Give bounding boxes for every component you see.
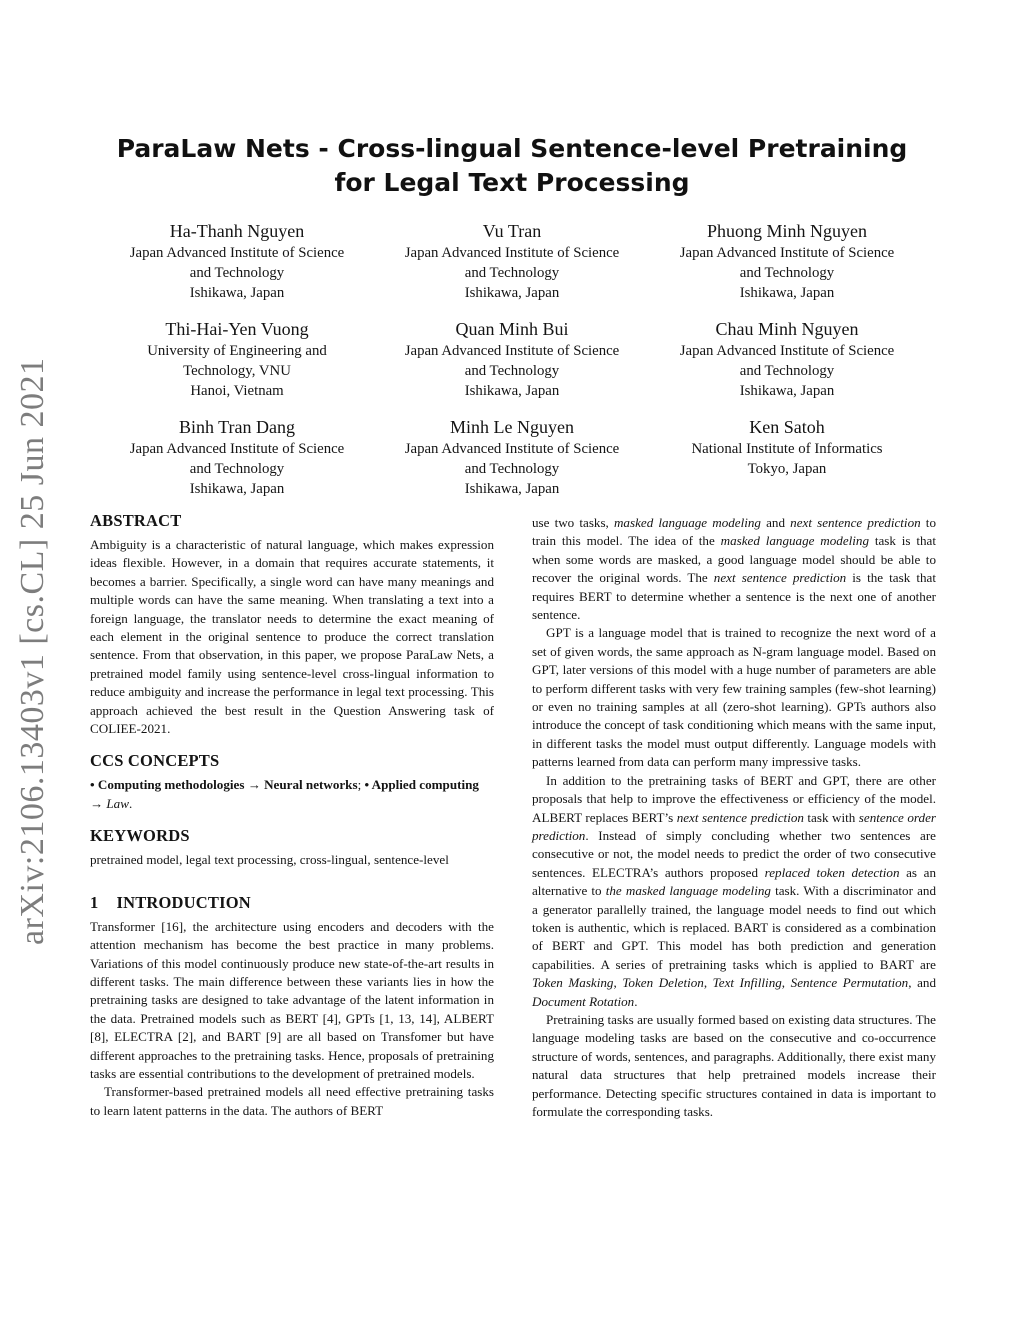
text-run: In addition to the pretraining tasks of BERT and GPT, there are other proposals that help to improve the effectiveness or efficiency of the model. ALBERT replaces BERT’s [532, 772, 936, 825]
right-paragraph-3 [532, 772, 936, 1011]
author-affiliation: Japan Advanced Institute of Science [129, 441, 345, 457]
author-affiliation: Japan Advanced Institute of Science [404, 245, 620, 261]
right-paragraph-2: GPT is a language model that is trained to recognize the next word of a set of given words, the same approach as N-gram language model. Based on GPT, later versions of this model with a huge number of parameters are able to perform different tasks with very few training samples (few-shot learning) or even no training samples at all (zero-shot learning). GPTs authors also introduce the concept of task conditioning which means with the same input, in different tasks the model must output differently. Language models with patterns learned from data can perform many impressive tasks. [532, 625, 936, 770]
text-run: use two tasks, [532, 515, 614, 530]
right-paragraph-1 [532, 514, 936, 624]
author-affiliation: and Technology [464, 461, 560, 477]
italic-term: Document Rotation [532, 993, 635, 1009]
author-affiliation: Japan Advanced Institute of Science [404, 343, 620, 359]
author-affiliation: and Technology [464, 363, 560, 379]
ccs-concepts [90, 776, 494, 813]
italic-term: masked language modeling [613, 515, 761, 530]
italic-term: Sentence Permutation [790, 975, 909, 991]
author-affiliation: Japan Advanced Institute of Science [404, 441, 620, 457]
author-block [102, 317, 372, 401]
text-run: and [760, 515, 791, 530]
text-run: task with [803, 809, 859, 825]
author-block [652, 219, 922, 303]
author-block [652, 317, 922, 401]
text-run: , [781, 975, 791, 991]
left-column [90, 510, 494, 1120]
author-block [377, 415, 647, 499]
author-block [377, 317, 647, 401]
author-name: Minh Le Nguyen [450, 417, 574, 437]
author-location: Ishikawa, Japan [464, 285, 560, 301]
author-name: Ha-Thanh Nguyen [169, 221, 305, 241]
italic-term: next sentence prediction [713, 570, 847, 586]
text-run: , [703, 975, 713, 991]
author-affiliation: and Technology [189, 461, 285, 477]
author-name: Quan Minh Bui [455, 319, 569, 339]
author-location: Ishikawa, Japan [464, 383, 560, 399]
keywords-heading: KEYWORDS [90, 826, 190, 846]
author-affiliation: and Technology [464, 265, 560, 281]
intro-paragraph-1: Transformer [16], the architecture using encoders and decoders with the attention mechanism has become the best practice in many problems. Variations of this model continuously produce new state-of-the-art results in different tasks. The main difference between these variants lies in how the pretraining tasks are designed to take advantage of the latent information in the data. Pretrained models such as BERT [4], GPTs [1, 13, 14], ALBERT [8], ELECTRA [2], and BART [9] are all based on Transfomer but have different approaches to the pretraining tasks. Hence, proposals of pretraining tasks are essential contributions to the development of pretrained models. [90, 918, 494, 1081]
ccs-arrow-1: → [244, 777, 265, 793]
ccs-bullet-2: • Applied computing [364, 777, 479, 793]
italic-term: replaced token detection [764, 864, 900, 880]
arxiv-identifier: arXiv:2106.13403v1 [cs.CL] 25 Jun 2021 [14, 357, 51, 945]
text-run: is the task that requires BERT to determine whether a sentence is the next one of another sentence. [532, 570, 936, 623]
author-name: Ken Satoh [749, 417, 825, 437]
paper-title: ParaLaw Nets - Cross-lingual Sentence-level Pretraining for Legal Text Processing [116, 134, 908, 197]
abstract-text: Ambiguity is a characteristic of natural language, which makes expression ideas flexible. However, in a domain that requires accurate statements, it becomes a barrier. Specifically, a single word can have many meanings and multiple words can have the same meaning. When translating a text into a foreign language, the translator needs to determine the exact meaning of each element in the original sentence to produce the correct translation sentence. From that observation, in this paper, we propose ParaLaw Nets, a pretrained model family using sentence-level cross-lingual information to reduce ambiguity and increase the performance in legal text processing. This approach achieved the best result in the Question Answering task of COLIEE-2021. [90, 537, 494, 737]
italic-term: Token Masking [532, 975, 614, 991]
author-name: Chau Minh Nguyen [715, 319, 859, 339]
text-run: . Instead of simply concluding whether two sentences are consecutive or not, the model needs to predict the order of two consecutive sentences. ELECTRA’s authors proposed [532, 827, 936, 880]
ccs-heading: CCS CONCEPTS [90, 751, 220, 771]
italic-term: the masked language modeling [605, 883, 771, 899]
author-affiliation: Japan Advanced Institute of Science [129, 245, 345, 261]
italic-term: Text Infilling [712, 975, 782, 991]
ccs-separator: ; [357, 777, 365, 793]
intro-paragraph-2: Transformer-based pretrained models all need effective pretraining tasks to learn latent patterns in the data. The authors of BERT [90, 1084, 494, 1118]
author-block [377, 219, 647, 303]
text-run: to train this model. The idea of the [532, 515, 936, 549]
ccs-end: . [128, 795, 133, 811]
text-run: as an alternative to [532, 864, 936, 899]
author-block [102, 219, 372, 303]
ccs-arrow-2: → [90, 795, 107, 811]
author-affiliation: National Institute of Informatics [691, 441, 883, 457]
italic-term: next sentence prediction [676, 809, 804, 825]
author-affiliation: and Technology [739, 363, 835, 379]
author-affiliation: University of Engineering and [147, 343, 327, 359]
text-run: . [634, 993, 638, 1009]
italic-term: sentence order prediction [532, 809, 936, 843]
author-location: Hanoi, Vietnam [190, 383, 284, 399]
italic-term: next sentence prediction [790, 515, 921, 530]
section-title: INTRODUCTION [116, 892, 251, 912]
ccs-term-1: Neural networks [264, 777, 358, 793]
author-affiliation: Tokyo, Japan [747, 461, 827, 477]
italic-term: masked language modeling [720, 533, 870, 549]
abstract-heading: ABSTRACT [90, 511, 182, 530]
author-name: Phuong Minh Nguyen [706, 221, 867, 241]
author-location: Ishikawa, Japan [739, 383, 835, 399]
ccs-term-2: Law [106, 795, 129, 811]
text-run: , [613, 975, 623, 991]
text-run: , and [908, 975, 936, 991]
section-number: 1 [90, 892, 99, 912]
right-paragraph-4: Pretraining tasks are usually formed based on existing data structures. The language modeling tasks are based on the consecutive and co-occurrence structure of words, sentences, and paragraphs. Additionally, there exist many natural data structures that help pretrained models increase their performance. Detecting specific structures contained in data is important to formulate the corresponding tasks. [532, 1011, 936, 1119]
author-affiliation: and Technology [739, 265, 835, 281]
text-run: task is that when some words are masked, a good language model should be able to recover the original words. The [532, 533, 936, 586]
author-name: Thi-Hai-Yen Vuong [165, 319, 309, 339]
author-block [102, 415, 372, 499]
author-name: Binh Tran Dang [178, 417, 295, 437]
author-location: Ishikawa, Japan [189, 285, 285, 301]
author-location: Ishikawa, Japan [189, 481, 285, 497]
right-column [532, 514, 936, 1121]
author-affiliation: Japan Advanced Institute of Science [679, 343, 895, 359]
author-location: Ishikawa, Japan [739, 285, 835, 301]
intro-heading [90, 892, 494, 914]
author-affiliation: Japan Advanced Institute of Science [679, 245, 895, 261]
text-run: task. With a discriminator and a generator parallelly trained, the language model needs to find out which token is authentic, which is replaced. BART is considered as a combination of BERT and GPT. This model has both prediction and generation capabilities. A series of pretraining tasks which is applied to BART are [532, 883, 937, 972]
author-block [652, 415, 922, 479]
ccs-bullet-1: • Computing methodologies [90, 777, 245, 793]
author-name: Vu Tran [482, 221, 542, 241]
author-affiliation: Technology, VNU [183, 363, 291, 379]
author-affiliation: and Technology [189, 265, 285, 281]
author-location: Ishikawa, Japan [464, 481, 560, 497]
italic-term: Token Deletion [622, 975, 704, 991]
keywords-text: pretrained model, legal text processing, cross-lingual, sentence-level [90, 852, 449, 868]
